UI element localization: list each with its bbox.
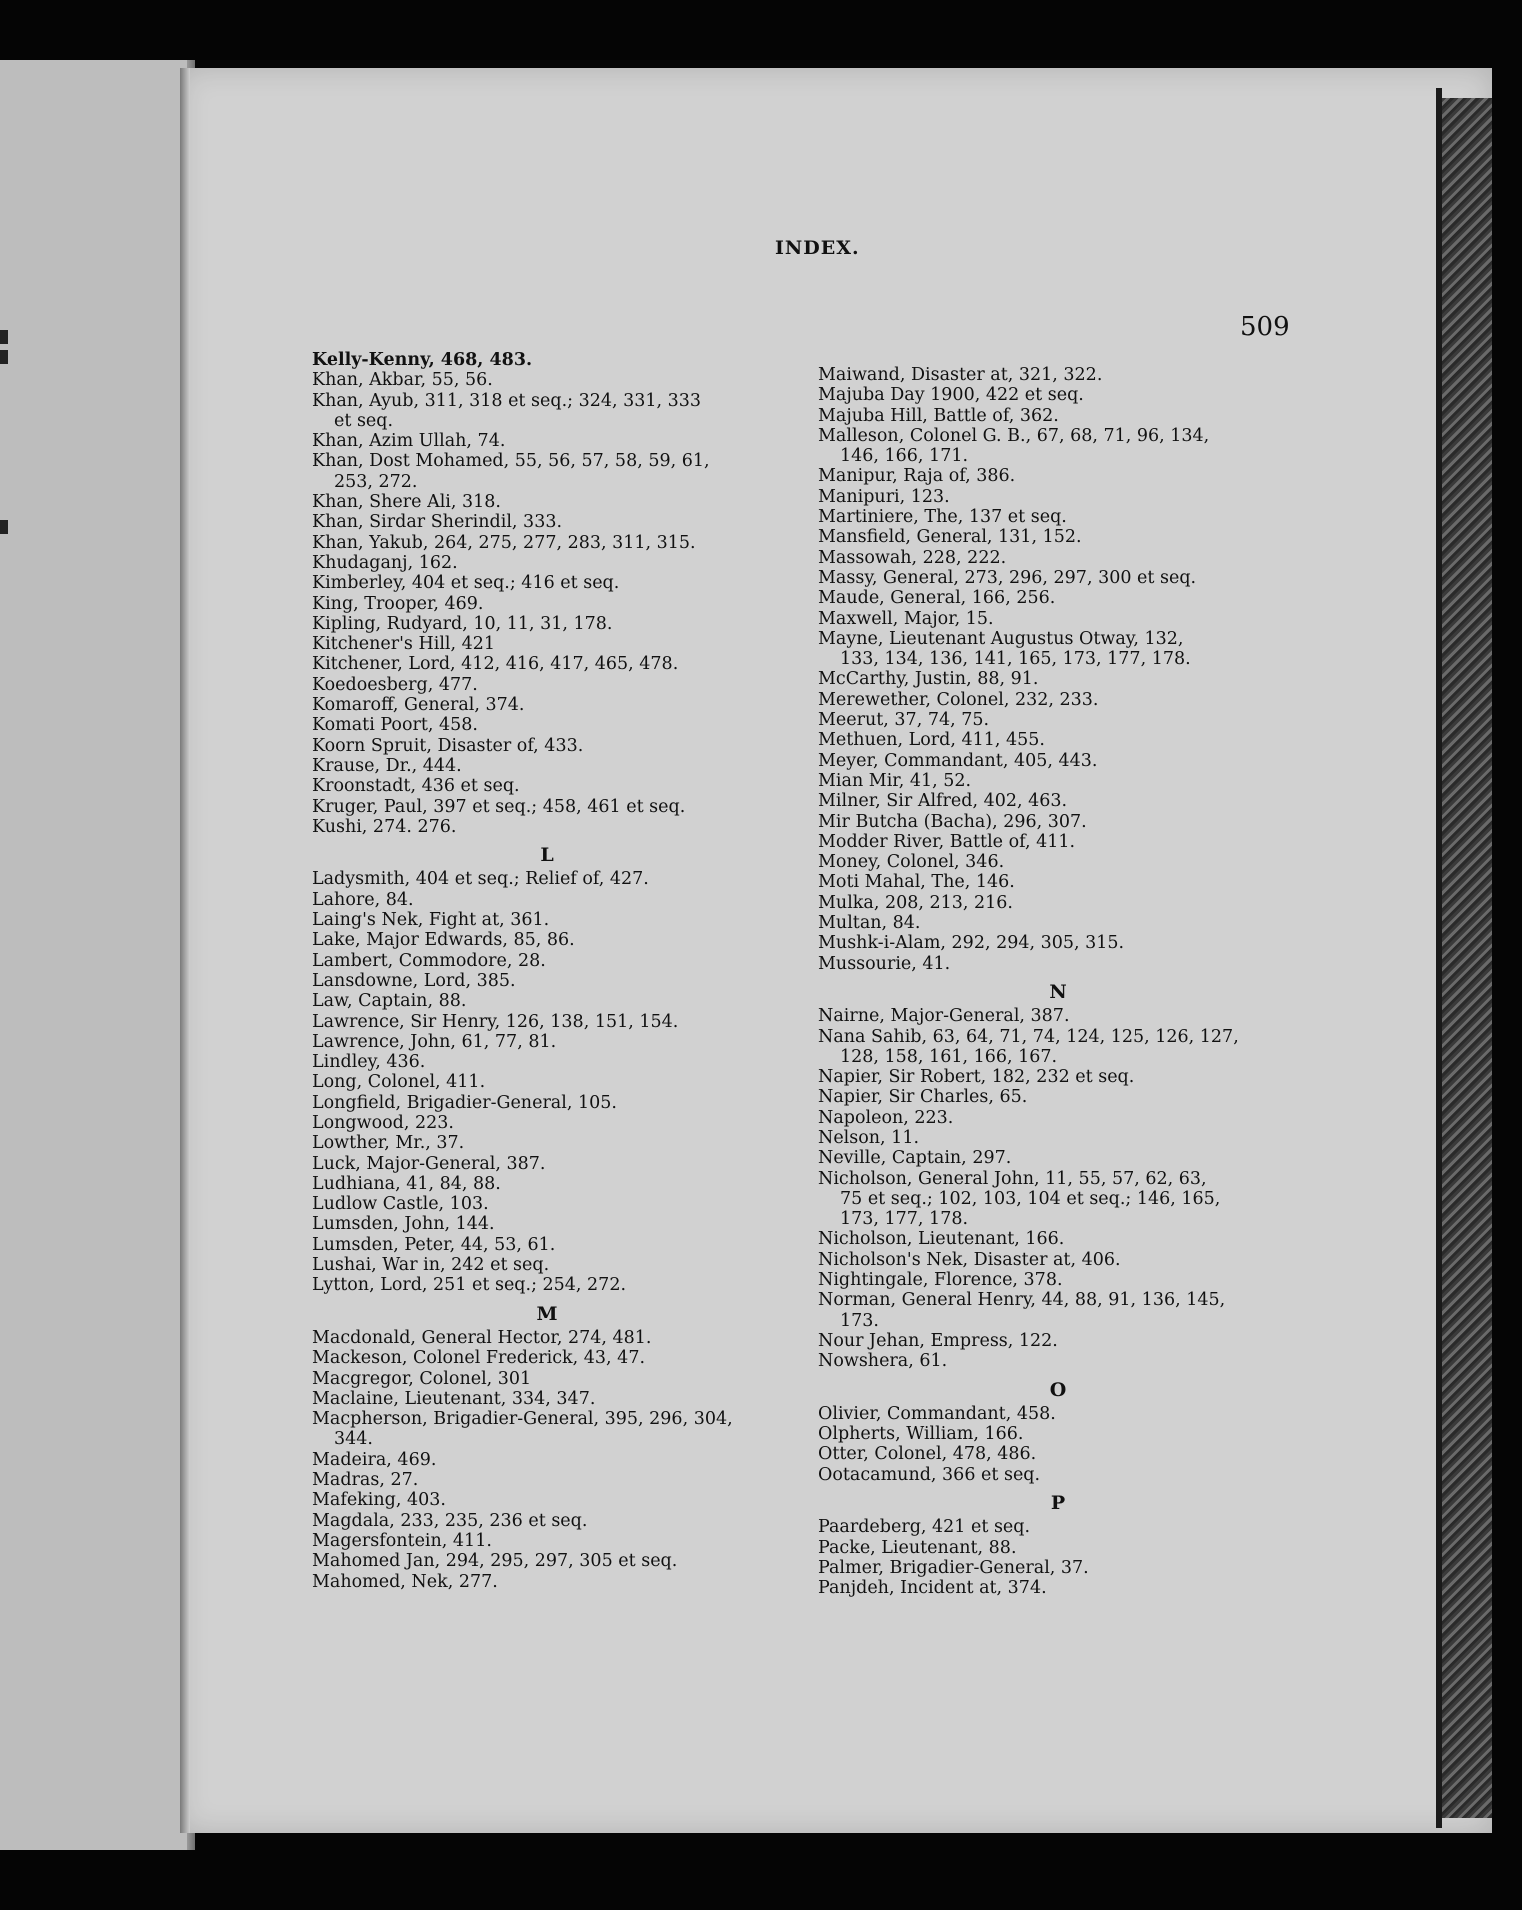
index-entry: Mahomed, Nek, 277.: [312, 1571, 498, 1592]
index-entry: Maxwell, Major, 15.: [818, 608, 994, 629]
index-entry: Lambert, Commodore, 28.: [312, 950, 546, 971]
index-entry: Ludlow Castle, 103.: [312, 1194, 489, 1215]
index-entry: Majuba Day 1900, 422 et seq.: [818, 385, 1084, 406]
index-entry: Khan, Akbar, 55, 56.: [312, 370, 493, 391]
index-entry-continuation: 173.: [840, 1310, 879, 1331]
index-entry: Longfield, Brigadier-General, 105.: [312, 1092, 617, 1113]
index-entry: Khan, Ayub, 311, 318 et seq.; 324, 331, 333: [312, 390, 702, 411]
index-entry-continuation: 253, 272.: [334, 471, 418, 492]
page-number: 509: [1240, 312, 1290, 342]
index-entry: Money, Colonel, 346.: [818, 852, 1005, 873]
index-entry: Law, Captain, 88.: [312, 991, 467, 1012]
index-entry: Luck, Major-General, 387.: [312, 1153, 546, 1174]
index-entry: Multan, 84.: [818, 913, 921, 934]
index-entry: Moti Mahal, The, 146.: [818, 872, 1015, 893]
index-entry-continuation: 75 et seq.; 102, 103, 104 et seq.; 146, 165,: [840, 1188, 1221, 1209]
index-entry: Maclaine, Lieutenant, 334, 347.: [312, 1388, 596, 1409]
index-entry: Norman, General Henry, 44, 88, 91, 136, 145,: [818, 1290, 1226, 1311]
index-entry: Mian Mir, 41, 52.: [818, 770, 972, 791]
index-entry: Kushi, 274. 276.: [312, 816, 457, 837]
index-entry: Kipling, Rudyard, 10, 11, 31, 178.: [312, 613, 613, 634]
index-entry: Nour Jehan, Empress, 122.: [818, 1330, 1058, 1351]
index-entry: Nightingale, Florence, 378.: [818, 1270, 1063, 1291]
index-entry: Lumsden, Peter, 44, 53, 61.: [312, 1234, 556, 1255]
index-entry: Kroonstadt, 436 et seq.: [312, 776, 520, 797]
index-entry: Nowshera, 61.: [818, 1351, 948, 1372]
index-entry: Koorn Spruit, Disaster of, 433.: [312, 735, 584, 756]
facing-page-text-fragment: [0, 520, 8, 534]
section-letter: O: [1049, 1378, 1067, 1401]
index-entry: Nicholson, Lieutenant, 166.: [818, 1229, 1065, 1250]
index-entry-continuation: 344.: [334, 1429, 373, 1450]
index-entry: Ludhiana, 41, 84, 88.: [312, 1173, 501, 1194]
index-entry: Lindley, 436.: [312, 1052, 426, 1073]
index-column-left: [312, 350, 782, 1592]
index-entry: Massy, General, 273, 296, 297, 300 et seq.: [818, 567, 1197, 588]
index-entry: Kelly-Kenny, 468, 483.: [312, 350, 533, 370]
index-entry: Lawrence, John, 61, 77, 81.: [312, 1031, 557, 1052]
index-entry: Koedoesberg, 477.: [312, 674, 478, 695]
index-entry: Khan, Dost Mohamed, 55, 56, 57, 58, 59, 61,: [312, 451, 710, 472]
index-entry: Lake, Major Edwards, 85, 86.: [312, 930, 575, 951]
index-entry: Maiwand, Disaster at, 321, 322.: [818, 365, 1103, 385]
index-entry: Mansfield, General, 131, 152.: [818, 527, 1082, 548]
section-letter: M: [536, 1302, 558, 1325]
index-entry: Neville, Captain, 297.: [818, 1148, 1012, 1169]
index-entry: Maude, General, 166, 256.: [818, 588, 1056, 609]
index-column-right: [818, 365, 1298, 1599]
index-entry: Mushk-i-Alam, 292, 294, 305, 315.: [818, 933, 1125, 954]
index-entry: Long, Colonel, 411.: [312, 1072, 486, 1093]
index-entry: Khan, Azim Ullah, 74.: [312, 431, 506, 452]
index-entry: Macgregor, Colonel, 301: [312, 1368, 532, 1389]
index-entry: Olpherts, William, 166.: [818, 1424, 1024, 1445]
facing-page: [0, 60, 195, 1850]
index-entry: Komati Poort, 458.: [312, 715, 478, 736]
index-entry: Magersfontein, 411.: [312, 1530, 492, 1551]
index-entry: Mir Butcha (Bacha), 296, 307.: [818, 811, 1087, 832]
index-entry: Packe, Lieutenant, 88.: [818, 1537, 1017, 1558]
index-entry: Meerut, 37, 74, 75.: [818, 710, 990, 731]
index-entry: Magdala, 233, 235, 236 et seq.: [312, 1510, 588, 1531]
index-entry: Kitchener, Lord, 412, 416, 417, 465, 478.: [312, 654, 679, 675]
index-entry-continuation: 128, 158, 161, 166, 167.: [840, 1046, 1058, 1067]
index-entry: Kimberley, 404 et seq.; 416 et seq.: [312, 573, 620, 594]
index-entry: Madeira, 469.: [312, 1449, 437, 1470]
index-entry: Macpherson, Brigadier-General, 395, 296, 304,: [312, 1409, 733, 1430]
index-entry-continuation: et seq.: [334, 410, 394, 431]
index-entry-continuation: 146, 166, 171.: [840, 446, 969, 467]
section-letter: N: [1049, 980, 1067, 1003]
index-entry: Lansdowne, Lord, 385.: [312, 970, 516, 991]
index-entry: Nairne, Major-General, 387.: [818, 1006, 1070, 1027]
index-entry: Merewether, Colonel, 232, 233.: [818, 689, 1099, 710]
index-entry: Napier, Sir Robert, 182, 232 et seq.: [818, 1067, 1135, 1088]
index-entry: Lahore, 84.: [312, 889, 414, 910]
index-entry: Napier, Sir Charles, 65.: [818, 1087, 1028, 1108]
facing-page-text-fragment: [0, 330, 8, 344]
index-entry: Otter, Colonel, 478, 486.: [818, 1444, 1037, 1465]
index-entry: Panjdeh, Incident at, 374.: [818, 1578, 1047, 1599]
index-entry: McCarthy, Justin, 88, 91.: [818, 669, 1039, 690]
section-letter: P: [1050, 1492, 1066, 1515]
running-head: INDEX.: [775, 237, 860, 259]
index-entry: Laing's Nek, Fight at, 361.: [312, 910, 550, 931]
index-entry: Palmer, Brigadier-General, 37.: [818, 1557, 1089, 1578]
marbled-binding-edge: [1442, 98, 1492, 1818]
index-entry: Madras, 27.: [312, 1470, 419, 1491]
index-entry: Mahomed Jan, 294, 295, 297, 305 et seq.: [312, 1551, 678, 1572]
index-entry: Ootacamund, 366 et seq.: [818, 1464, 1041, 1485]
index-entry: Krause, Dr., 444.: [312, 755, 462, 776]
index-entry: Olivier, Commandant, 458.: [818, 1403, 1056, 1424]
index-entry: Mussourie, 41.: [818, 953, 951, 974]
index-entry: Modder River, Battle of, 411.: [818, 831, 1076, 852]
index-entry: Macdonald, General Hector, 274, 481.: [312, 1327, 652, 1348]
index-entry: Meyer, Commandant, 405, 443.: [818, 750, 1098, 771]
index-entry: Kruger, Paul, 397 et seq.; 458, 461 et seq.: [312, 796, 686, 817]
index-entry: Nelson, 11.: [818, 1127, 920, 1148]
index-entry: King, Trooper, 469.: [312, 593, 484, 614]
index-entry: Khan, Shere Ali, 318.: [312, 492, 501, 513]
index-entry: Khan, Yakub, 264, 275, 277, 283, 311, 315.: [312, 532, 696, 553]
index-entry-continuation: 173, 177, 178.: [840, 1209, 969, 1230]
index-entry: Mayne, Lieutenant Augustus Otway, 132,: [818, 628, 1184, 649]
index-entry-continuation: 133, 134, 136, 141, 165, 173, 177, 178.: [840, 649, 1191, 670]
index-entry: Nicholson, General John, 11, 55, 57, 62, 63,: [818, 1168, 1207, 1189]
index-entry: Khan, Sirdar Sherindil, 333.: [312, 512, 563, 533]
index-entry: Lumsden, John, 144.: [312, 1214, 495, 1235]
index-entry: Massowah, 228, 222.: [818, 547, 1007, 568]
index-entry: Ladysmith, 404 et seq.; Relief of, 427.: [312, 869, 649, 890]
index-entry: Lytton, Lord, 251 et seq.; 254, 272.: [312, 1275, 627, 1296]
index-entry: Majuba Hill, Battle of, 362.: [818, 405, 1059, 426]
page-gutter: [180, 68, 190, 1833]
index-entry: Napoleon, 223.: [818, 1107, 954, 1128]
index-entry: Martiniere, The, 137 et seq.: [818, 507, 1067, 528]
index-entry: Lushai, War in, 242 et seq.: [312, 1255, 550, 1276]
index-entry: Nana Sahib, 63, 64, 71, 74, 124, 125, 126, 127,: [818, 1026, 1239, 1047]
index-entry: Paardeberg, 421 et seq.: [818, 1517, 1031, 1538]
index-entry: Nicholson's Nek, Disaster at, 406.: [818, 1249, 1121, 1270]
index-entry: Mackeson, Colonel Frederick, 43, 47.: [312, 1348, 646, 1369]
index-entry: Lawrence, Sir Henry, 126, 138, 151, 154.: [312, 1011, 679, 1032]
index-entry: Kitchener's Hill, 421: [312, 634, 496, 655]
index-entry: Mafeking, 403.: [312, 1490, 446, 1511]
index-entry: Komaroff, General, 374.: [312, 695, 525, 716]
index-entry: Mulka, 208, 213, 216.: [818, 892, 1013, 913]
index-entry: Manipuri, 123.: [818, 486, 950, 507]
index-entry: Malleson, Colonel G. B., 67, 68, 71, 96, 134,: [818, 425, 1210, 446]
facing-page-text-fragment: [0, 350, 8, 364]
index-entry: Khudaganj, 162.: [312, 552, 458, 573]
index-entry: Manipur, Raja of, 386.: [818, 466, 1016, 487]
index-entry: Lowther, Mr., 37.: [312, 1133, 465, 1154]
index-entry: Longwood, 223.: [312, 1112, 454, 1133]
section-letter: L: [540, 844, 554, 867]
index-entry: Methuen, Lord, 411, 455.: [818, 730, 1045, 751]
index-entry: Milner, Sir Alfred, 402, 463.: [818, 791, 1068, 812]
